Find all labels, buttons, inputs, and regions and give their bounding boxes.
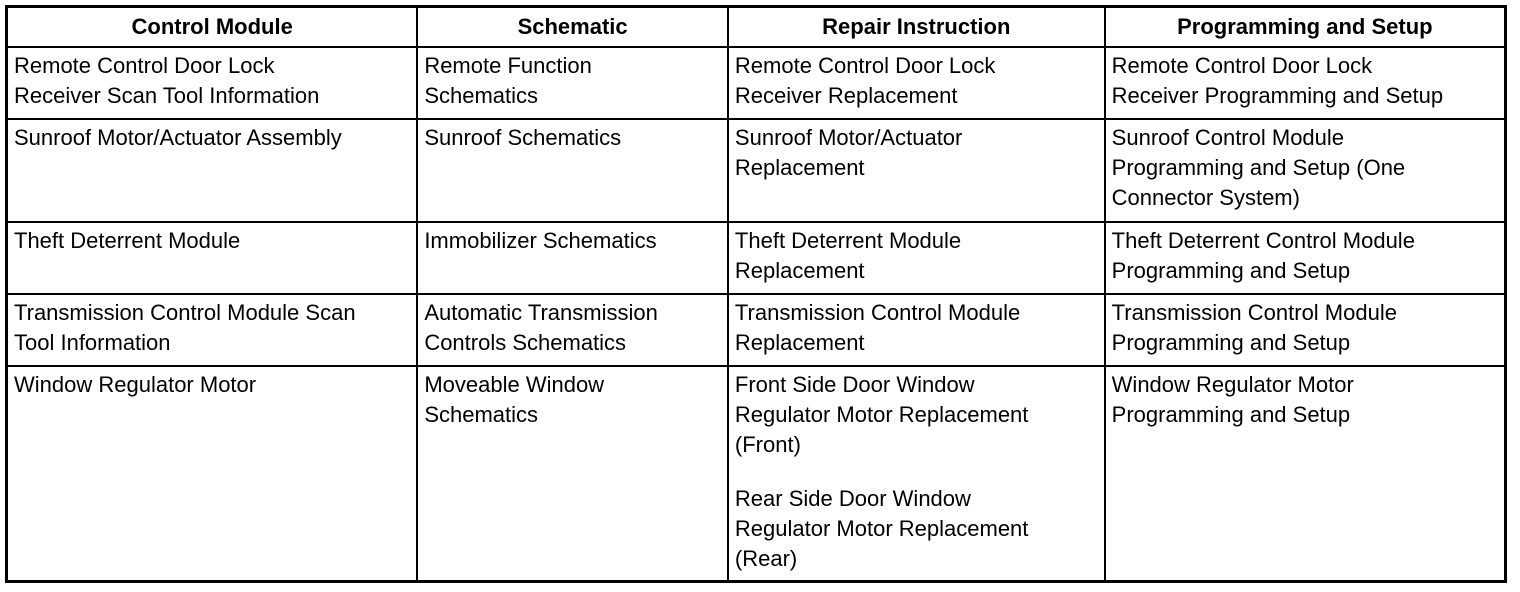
repair-instruction-link[interactable]: Rear Side Door Window Regulator Motor Replacement (Rear) (734, 486, 1029, 571)
table-row (7, 294, 1506, 366)
schematic-link[interactable]: Sunroof Schematics (424, 125, 622, 150)
cell-schematic[interactable] (417, 222, 728, 294)
header-schematic: Schematic (417, 7, 728, 48)
cell-repair-instruction[interactable] (728, 119, 1105, 222)
cell-programming-setup[interactable] (1105, 294, 1506, 366)
repair-instruction-link[interactable]: Sunroof Motor/Actuator Replacement (734, 125, 963, 180)
cell-schematic[interactable] (417, 47, 728, 119)
control-module-text: Sunroof Motor/Actuator Assembly (14, 125, 342, 150)
control-module-text: Window Regulator Motor (14, 372, 257, 397)
cell-control-module (7, 222, 418, 294)
schematic-link[interactable]: Remote Function Schematics (424, 53, 592, 108)
control-module-text: Transmission Control Module Scan Tool Information (14, 300, 356, 355)
cell-schematic[interactable] (417, 366, 728, 581)
schematic-link[interactable]: Automatic Transmission Controls Schematics (424, 300, 658, 355)
programming-setup-link[interactable]: Theft Deterrent Control Module Programming and Setup (1111, 228, 1415, 283)
cell-programming-setup[interactable] (1105, 47, 1506, 119)
control-module-text: Remote Control Door Lock Receiver Scan Tool Information (14, 53, 320, 108)
paragraph-spacer (735, 460, 1098, 484)
table-row (7, 119, 1506, 222)
cell-schematic[interactable] (417, 294, 728, 366)
cell-control-module (7, 47, 418, 119)
programming-setup-link[interactable]: Window Regulator Motor Programming and Setup (1111, 372, 1354, 427)
programming-setup-link[interactable]: Sunroof Control Module Programming and Setup (One Connector System) (1111, 125, 1406, 210)
programming-setup-link[interactable]: Remote Control Door Lock Receiver Programming and Setup (1111, 53, 1444, 108)
repair-instruction-link[interactable]: Transmission Control Module Replacement (734, 300, 1021, 355)
cell-control-module (7, 119, 418, 222)
cell-control-module (7, 366, 418, 581)
repair-instruction-link[interactable]: Front Side Door Window Regulator Motor Replacement (Front) (734, 372, 1029, 457)
cell-programming-setup[interactable] (1105, 119, 1506, 222)
repair-instruction-link[interactable]: Remote Control Door Lock Receiver Replacement (734, 53, 996, 108)
cell-repair-instruction[interactable] (728, 294, 1105, 366)
control-module-text: Theft Deterrent Module (14, 228, 241, 253)
cell-repair-instruction[interactable] (728, 222, 1105, 294)
table-row (7, 222, 1506, 294)
header-repair-instruction: Repair Instruction (728, 7, 1105, 48)
table-row (7, 47, 1506, 119)
cell-programming-setup[interactable] (1105, 222, 1506, 294)
cell-repair-instruction[interactable] (728, 47, 1105, 119)
programming-setup-link[interactable]: Transmission Control Module Programming and Setup (1111, 300, 1397, 355)
cell-repair-instruction[interactable] (728, 366, 1105, 581)
schematic-link[interactable]: Moveable Window Schematics (424, 372, 605, 427)
header-control-module: Control Module (7, 7, 418, 48)
cell-programming-setup[interactable] (1105, 366, 1506, 581)
schematic-link[interactable]: Immobilizer Schematics (424, 228, 657, 253)
repair-instruction-link[interactable]: Theft Deterrent Module Replacement (734, 228, 962, 283)
header-programming-setup: Programming and Setup (1105, 7, 1506, 48)
cell-schematic[interactable] (417, 119, 728, 222)
control-module-table (5, 5, 1507, 583)
cell-control-module (7, 294, 418, 366)
header-row (7, 7, 1506, 48)
document-frame (5, 5, 1507, 585)
table-row (7, 366, 1506, 581)
